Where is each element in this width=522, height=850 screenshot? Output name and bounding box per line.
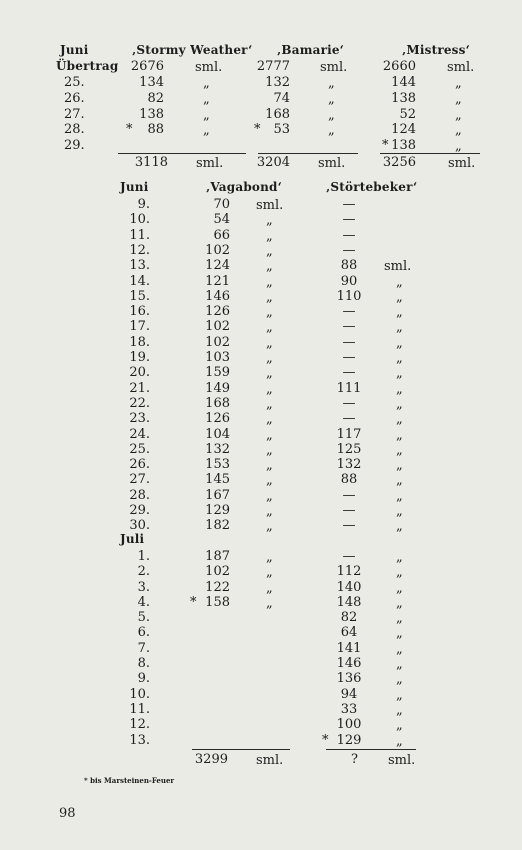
day-label: 11.: [129, 702, 150, 717]
vagabond-unit: „: [266, 259, 273, 274]
stoertebeker-distance: —: [342, 319, 356, 334]
daily-distance: 53: [273, 122, 290, 137]
vagabond-unit: „: [266, 351, 273, 366]
stoertebeker-distance: 100: [336, 717, 362, 732]
stoertebeker-distance: 88: [340, 472, 358, 487]
stoertebeker-distance: —: [342, 212, 356, 227]
vagabond-distance: 70: [213, 197, 230, 212]
ship-header-mistress: ‚Mistress‘: [402, 43, 470, 57]
ship-header-stormy-weather: ‚Stormy Weather‘: [132, 43, 253, 57]
day-label: 25.: [64, 75, 85, 90]
vagabond-unit: „: [266, 581, 273, 596]
footnote-star: *: [254, 122, 261, 137]
stoertebeker-distance: —: [342, 411, 356, 426]
daily-distance: 88: [147, 122, 164, 137]
vagabond-unit: „: [266, 213, 273, 228]
carry-value: 2660: [382, 59, 416, 74]
day-label: 7.: [137, 641, 150, 656]
day-label: 1.: [137, 549, 150, 564]
day-label: 20.: [129, 365, 150, 380]
vagabond-unit: „: [266, 565, 273, 580]
stoertebeker-unit: „: [396, 519, 403, 534]
day-label: 29.: [129, 503, 150, 518]
vagabond-distance: 145: [205, 472, 230, 487]
stoertebeker-distance: —: [342, 503, 356, 518]
vagabond-distance: 159: [205, 365, 230, 380]
stoertebeker-unit: „: [396, 688, 403, 703]
stoertebeker-distance: 117: [336, 427, 362, 442]
stoertebeker-distance: —: [342, 549, 356, 564]
vagabond-unit: „: [266, 244, 273, 259]
total-unit: sml.: [318, 156, 346, 171]
stoertebeker-unit: „: [396, 596, 403, 611]
july-label: Juli: [120, 532, 145, 546]
vagabond-distance: 167: [205, 488, 230, 503]
day-label: 21.: [129, 381, 150, 396]
ditto-mark: „: [455, 108, 462, 123]
ditto-mark: „: [455, 123, 462, 138]
vagabond-distance: 168: [205, 396, 230, 411]
vagabond-unit: „: [266, 458, 273, 473]
stoertebeker-distance: —: [342, 518, 356, 533]
vagabond-distance: 103: [205, 350, 230, 365]
bottom-month-label: Juni: [120, 180, 149, 194]
footnote-star: *: [190, 595, 197, 610]
stoertebeker-unit: „: [396, 428, 403, 443]
day-label: 13.: [129, 733, 150, 748]
stoertebeker-unit: „: [396, 581, 403, 596]
ditto-mark: „: [328, 123, 335, 138]
stoertebeker-unit: „: [396, 565, 403, 580]
footnote-star: *: [322, 733, 329, 748]
stoertebeker-distance: —: [342, 243, 356, 258]
vagabond-unit: „: [266, 596, 273, 611]
ditto-mark: „: [203, 92, 210, 107]
vagabond-unit: „: [266, 336, 273, 351]
stoertebeker-distance: 136: [336, 671, 362, 686]
ditto-mark: „: [328, 92, 335, 107]
ditto-mark: „: [455, 76, 462, 91]
daily-distance: 168: [265, 107, 290, 122]
footnote: * bis Marsteinen-Feuer: [84, 776, 175, 785]
vagabond-distance: 102: [205, 335, 230, 350]
stoertebeker-distance: —: [342, 350, 356, 365]
day-label: 4.: [137, 595, 150, 610]
day-label: 15.: [129, 289, 150, 304]
stoertebeker-distance: —: [342, 365, 356, 380]
stoertebeker-unit: „: [396, 550, 403, 565]
day-label: 22.: [129, 396, 150, 411]
stoertebeker-distance: 140: [336, 580, 362, 595]
ship-header-stoertebeker: ‚Störtebeker‘: [326, 180, 418, 194]
day-label: 10.: [129, 212, 150, 227]
stoertebeker-distance: 88: [340, 258, 358, 273]
stoertebeker-unit: „: [396, 351, 403, 366]
page-number: 98: [59, 806, 76, 821]
stoertebeker-unit: „: [396, 734, 403, 749]
ditto-mark: „: [328, 108, 335, 123]
vagabond-unit: „: [266, 397, 273, 412]
stoertebeker-unit: „: [396, 290, 403, 305]
vagabond-distance: 146: [205, 289, 230, 304]
sum-rule: [192, 749, 290, 750]
total-stormy-weather: 3118: [134, 155, 168, 170]
vagabond-distance: 124: [205, 258, 230, 273]
carry-unit: sml.: [447, 60, 475, 75]
day-label: 26.: [64, 91, 85, 106]
day-label: 19.: [129, 350, 150, 365]
stoertebeker-distance: —: [342, 304, 356, 319]
stoertebeker-distance: 64: [340, 625, 358, 640]
daily-distance: 138: [391, 138, 416, 153]
daily-distance: 138: [139, 107, 164, 122]
stoertebeker-unit: „: [396, 611, 403, 626]
daily-distance: 124: [391, 122, 416, 137]
day-label: 28.: [64, 122, 85, 137]
stoertebeker-distance: —: [342, 335, 356, 350]
vagabond-distance: 149: [205, 381, 230, 396]
daily-distance: 82: [147, 91, 164, 106]
stoertebeker-unit: „: [396, 382, 403, 397]
ship-header-vagabond: ‚Vagabond‘: [206, 180, 283, 194]
stoertebeker-distance: 148: [336, 595, 362, 610]
stoertebeker-unit: „: [396, 718, 403, 733]
day-label: 30.: [129, 518, 150, 533]
ditto-mark: „: [455, 92, 462, 107]
stoertebeker-distance: 90: [340, 274, 358, 289]
sum-rule: [326, 749, 416, 750]
stoertebeker-unit: „: [396, 489, 403, 504]
day-label: 12.: [129, 717, 150, 732]
carry-unit: sml.: [320, 60, 348, 75]
vagabond-unit: „: [266, 366, 273, 381]
day-label: 23.: [129, 411, 150, 426]
daily-distance: 52: [399, 107, 416, 122]
day-label: 2.: [137, 564, 150, 579]
vagabond-distance: 187: [205, 549, 230, 564]
vagabond-distance: 102: [205, 243, 230, 258]
vagabond-distance: 102: [205, 319, 230, 334]
stoertebeker-distance: 111: [336, 381, 362, 396]
vagabond-distance: 182: [205, 518, 230, 533]
vagabond-distance: 153: [205, 457, 230, 472]
sum-rule: [258, 153, 358, 154]
day-label: 27.: [129, 472, 150, 487]
stoertebeker-unit: „: [396, 336, 403, 351]
ditto-mark: „: [328, 76, 335, 91]
ditto-mark: „: [455, 139, 462, 154]
day-label: 17.: [129, 319, 150, 334]
vagabond-unit: „: [266, 320, 273, 335]
day-label: 27.: [64, 107, 85, 122]
stoertebeker-distance: 132: [336, 457, 362, 472]
stoertebeker-distance: 112: [336, 564, 362, 579]
total-unit: sml.: [196, 156, 224, 171]
total-unit: sml.: [256, 753, 284, 768]
stoertebeker-unit: „: [396, 626, 403, 641]
stoertebeker-distance: 125: [336, 442, 362, 457]
stoertebeker-distance: 33: [340, 702, 358, 717]
vagabond-distance: 158: [205, 595, 230, 610]
sum-rule: [380, 153, 480, 154]
day-label: 25.: [129, 442, 150, 457]
stoertebeker-unit: „: [396, 305, 403, 320]
stoertebeker-distance: —: [342, 396, 356, 411]
daily-distance: 138: [391, 91, 416, 106]
carry-unit: sml.: [195, 60, 223, 75]
stoertebeker-unit: „: [396, 657, 403, 672]
vagabond-unit: „: [266, 473, 273, 488]
vagabond-unit: „: [266, 443, 273, 458]
vagabond-unit: „: [266, 504, 273, 519]
carry-value: 2676: [130, 59, 164, 74]
daily-distance: 132: [265, 75, 290, 90]
vagabond-distance: 104: [205, 427, 230, 442]
vagabond-distance: 126: [205, 411, 230, 426]
stoertebeker-distance: 110: [336, 289, 362, 304]
ditto-mark: „: [203, 123, 210, 138]
vagabond-distance: 121: [205, 274, 230, 289]
stoertebeker-unit: „: [396, 672, 403, 687]
daily-distance: 144: [391, 75, 416, 90]
stoertebeker-distance: —: [342, 488, 356, 503]
vagabond-unit: „: [266, 489, 273, 504]
day-label: 12.: [129, 243, 150, 258]
total-stoertebeker: ?: [351, 752, 358, 767]
day-label: 9.: [137, 197, 150, 212]
stoertebeker-distance: 129: [336, 733, 362, 748]
footnote-star: *: [126, 122, 133, 137]
stoertebeker-unit: „: [396, 397, 403, 412]
daily-distance: 134: [139, 75, 164, 90]
stoertebeker-unit: „: [396, 366, 403, 381]
vagabond-distance: 122: [205, 580, 230, 595]
vagabond-unit: „: [266, 290, 273, 305]
vagabond-unit: sml.: [256, 198, 284, 213]
stoertebeker-unit: „: [396, 504, 403, 519]
stoertebeker-distance: —: [342, 228, 356, 243]
vagabond-unit: „: [266, 305, 273, 320]
day-label: 10.: [129, 687, 150, 702]
stoertebeker-distance: 94: [340, 687, 358, 702]
stoertebeker-distance: 82: [340, 610, 358, 625]
day-label: 5.: [137, 610, 150, 625]
carry-over-label: Übertrag: [56, 59, 119, 73]
day-label: 13.: [129, 258, 150, 273]
stoertebeker-distance: —: [342, 197, 356, 212]
day-label: 29.: [64, 138, 85, 153]
total-unit: sml.: [448, 156, 476, 171]
vagabond-unit: „: [266, 428, 273, 443]
vagabond-unit: „: [266, 412, 273, 427]
total-mistress: 3256: [382, 155, 416, 170]
day-label: 14.: [129, 274, 150, 289]
total-bamarie: 3204: [256, 155, 290, 170]
day-label: 24.: [129, 427, 150, 442]
vagabond-distance: 102: [205, 564, 230, 579]
sum-rule: [118, 153, 246, 154]
stoertebeker-unit: sml.: [384, 259, 412, 274]
top-month-label: Juni: [60, 43, 89, 57]
day-label: 8.: [137, 656, 150, 671]
daily-distance: 74: [273, 91, 290, 106]
stoertebeker-distance: 141: [336, 641, 362, 656]
carry-value: 2777: [256, 59, 290, 74]
day-label: 28.: [129, 488, 150, 503]
vagabond-unit: „: [266, 229, 273, 244]
stoertebeker-unit: „: [396, 412, 403, 427]
vagabond-distance: 54: [213, 212, 230, 227]
footnote-star: *: [382, 138, 389, 153]
stoertebeker-unit: „: [396, 320, 403, 335]
vagabond-distance: 126: [205, 304, 230, 319]
vagabond-unit: „: [266, 550, 273, 565]
day-label: 26.: [129, 457, 150, 472]
vagabond-unit: „: [266, 275, 273, 290]
day-label: 9.: [137, 671, 150, 686]
stoertebeker-distance: 146: [336, 656, 362, 671]
stoertebeker-unit: „: [396, 473, 403, 488]
stoertebeker-unit: „: [396, 275, 403, 290]
stoertebeker-unit: „: [396, 642, 403, 657]
day-label: 11.: [129, 228, 150, 243]
stoertebeker-unit: „: [396, 458, 403, 473]
day-label: 18.: [129, 335, 150, 350]
stoertebeker-unit: „: [396, 443, 403, 458]
stoertebeker-unit: „: [396, 703, 403, 718]
ditto-mark: „: [203, 76, 210, 91]
vagabond-distance: 132: [205, 442, 230, 457]
vagabond-distance: 66: [213, 228, 230, 243]
day-label: 3.: [137, 580, 150, 595]
vagabond-unit: „: [266, 382, 273, 397]
day-label: 16.: [129, 304, 150, 319]
ditto-mark: „: [203, 108, 210, 123]
total-vagabond: 3299: [194, 752, 228, 767]
day-label: 6.: [137, 625, 150, 640]
vagabond-unit: „: [266, 519, 273, 534]
total-unit: sml.: [388, 753, 416, 768]
vagabond-distance: 129: [205, 503, 230, 518]
ship-header-bamarie: ‚Bamarie‘: [277, 43, 345, 57]
